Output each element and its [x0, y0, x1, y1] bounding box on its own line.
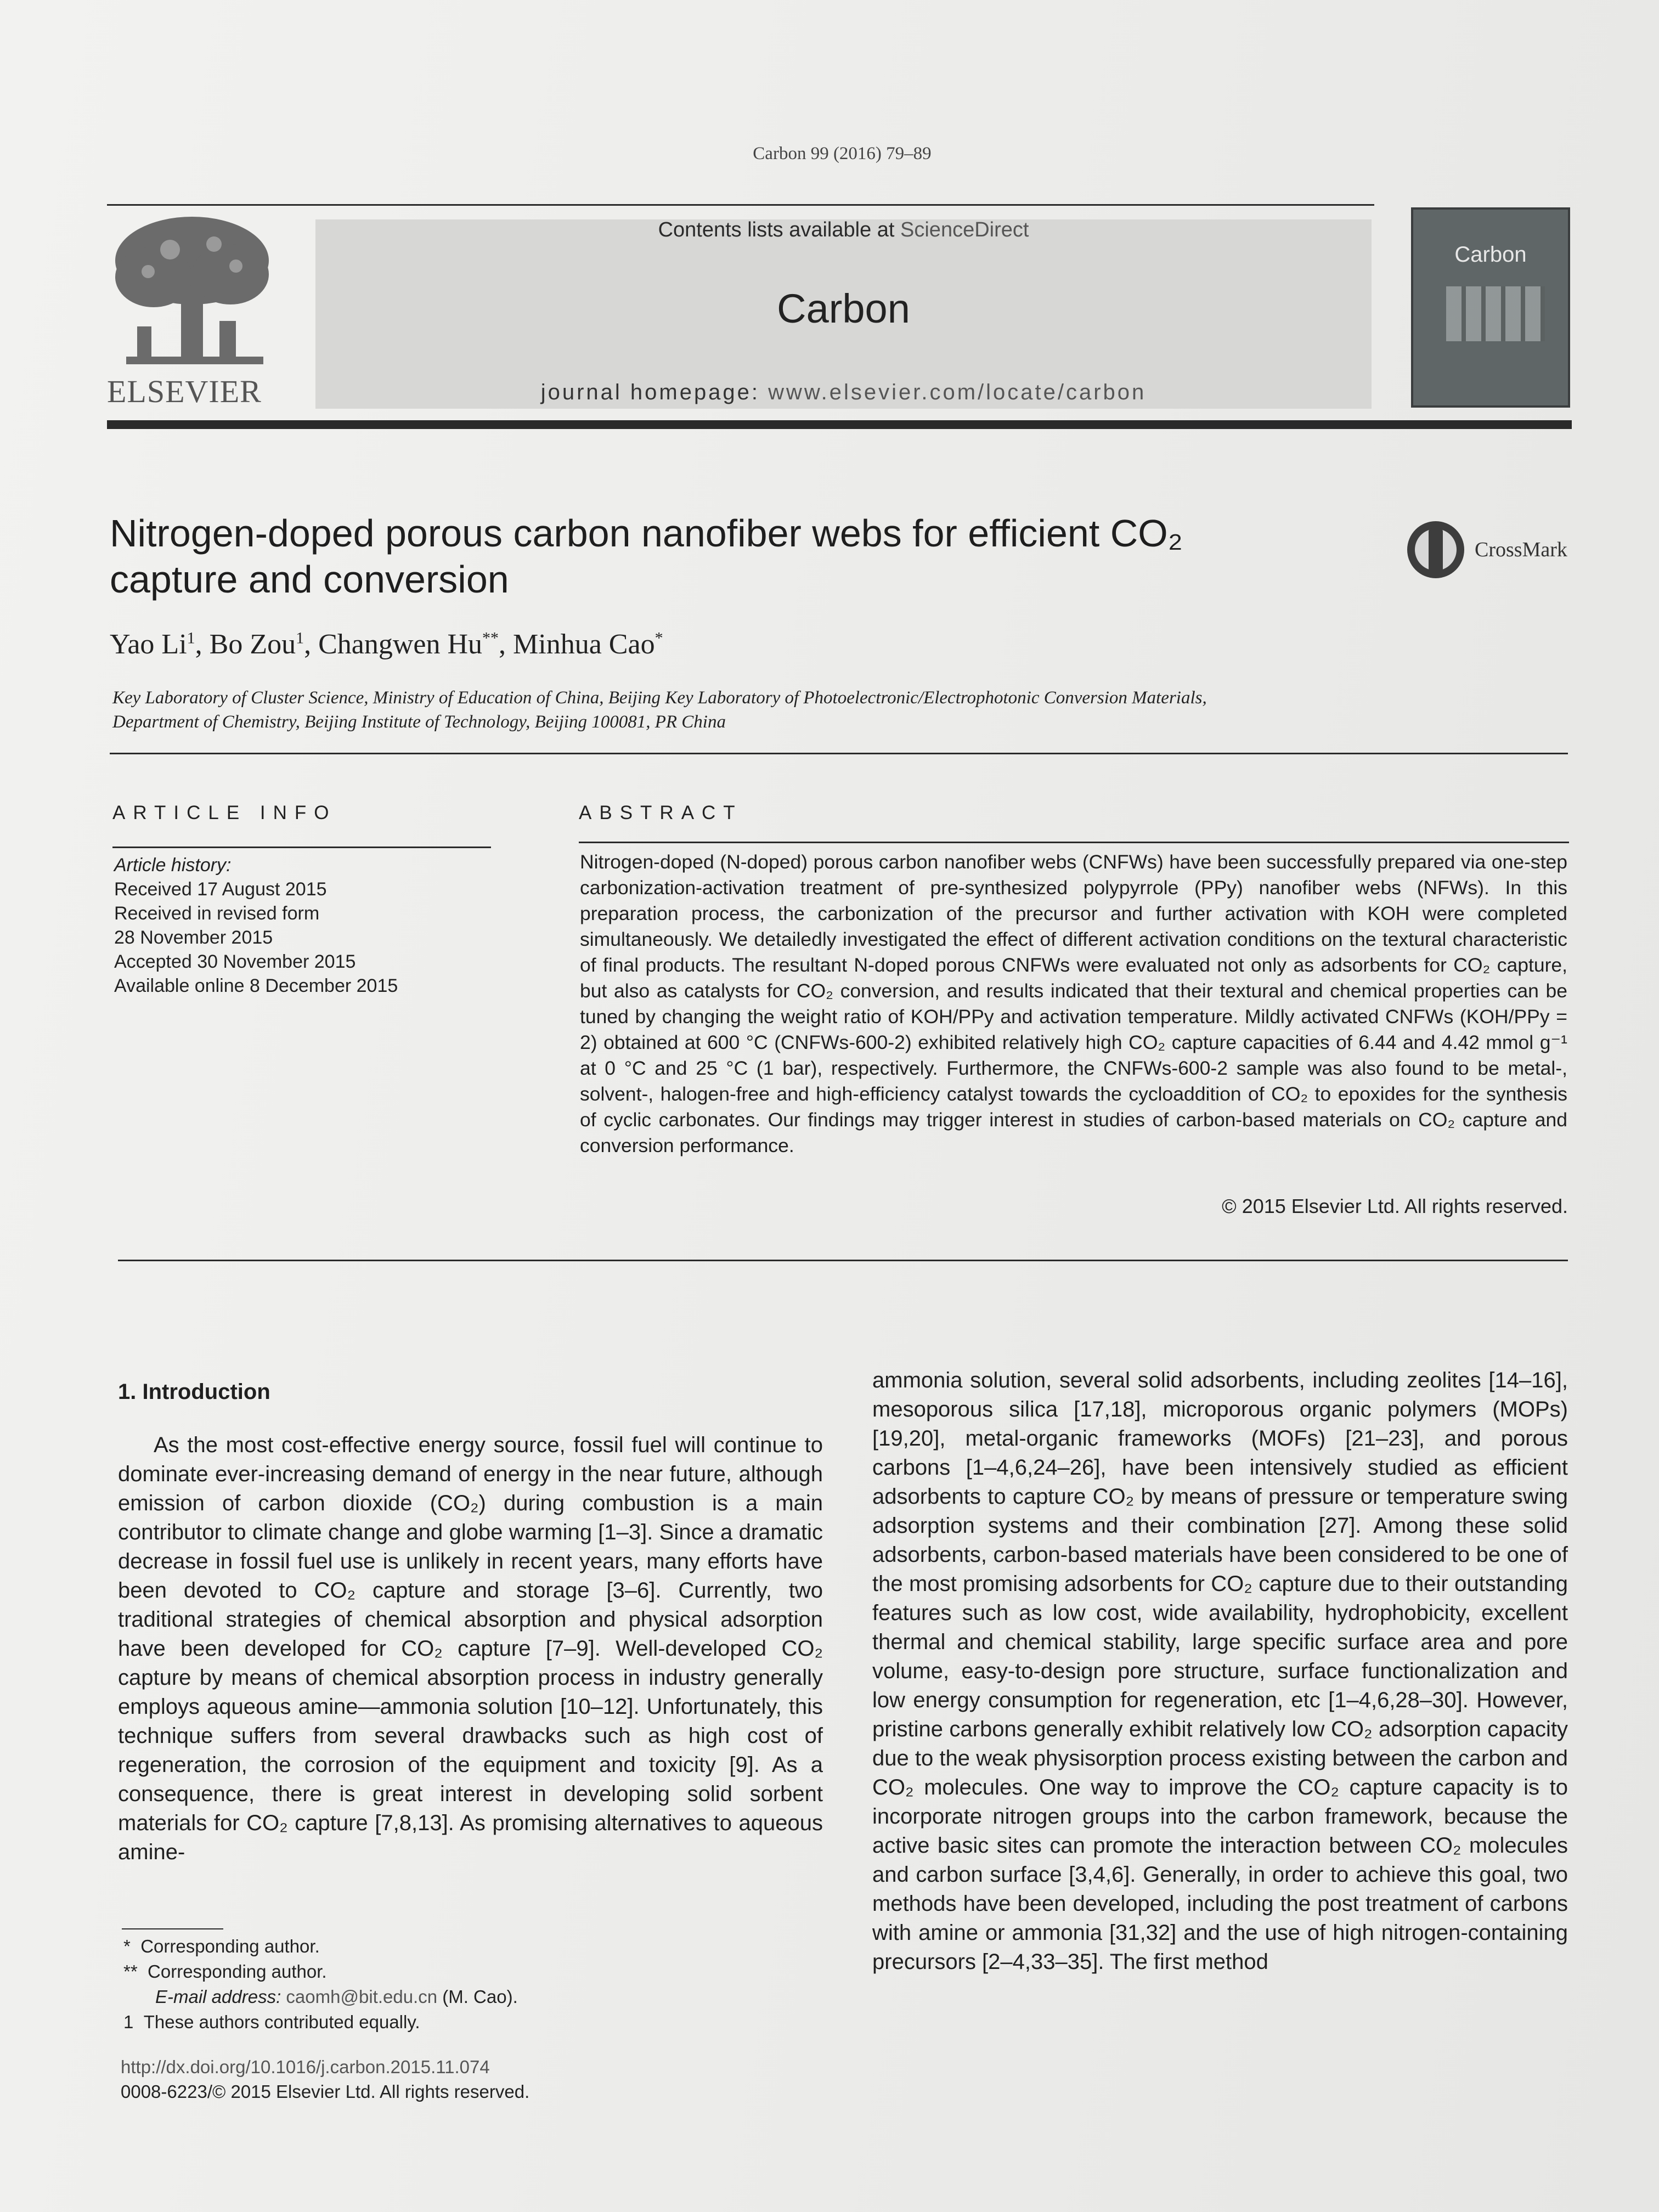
- journal-citation: Carbon 99 (2016) 79–89: [753, 144, 932, 163]
- author-mark: 1: [187, 629, 195, 647]
- abstract-text: Nitrogen-doped (N-doped) porous carbon nanofiber webs (CNFWs) have been successfully prepared via one-step carbonization-activation treatment of pre-synthesized polypyrrole (PPy) nanofiber webs (NFWs). In this preparation process, the carbonization of the precursor and further activation with KOH were completed simultaneously. We detailedly investigated the effect of different activation conditions on the textural characteristic of final products. The resultant N-doped porous CNFWs were evaluated not only as adsorbents for CO₂ capture, but also as catalysts for CO₂ conversion, and results indicated that their textural and chemical properties can be tuned by changing the weight ratio of KOH/PPy and activation temperature. Mildly activated CNFWs (KOH/PPy = 2) obtained at 600 °C (CNFWs-600-2) exhibited relatively high CO₂ capture capacities of 6.44 and 4.42 mmol g⁻¹ at 0 °C and 25 °C (1 bar), respectively. Furthermore, the CNFWs-600-2 sample was also found to be metal-, solvent-, halogen-free and high-efficiency catalyst towards the cycloaddition of CO₂ to epoxides for the synthesis of cyclic carbonates. Our findings may trigger interest in studies of carbon-based materials on CO₂ capture and conversion performance.: [580, 851, 1567, 1156]
- author-bo-zou[interactable]: Bo Zou: [209, 629, 296, 660]
- sciencedirect-link[interactable]: ScienceDirect: [900, 218, 1029, 241]
- article-history-label: Article history:: [114, 855, 232, 876]
- history-accepted: Accepted 30 November 2015: [114, 951, 356, 972]
- footnote-text: Corresponding author.: [140, 1936, 320, 1956]
- author-minhua-cao[interactable]: Minhua Cao: [513, 629, 655, 660]
- email-link[interactable]: caomh@bit.edu.cn: [286, 1987, 438, 2007]
- history-revised-date: 28 November 2015: [114, 927, 273, 948]
- footnotes: [123, 1934, 727, 2035]
- intro-left-column: As the most cost-effective energy source, fossil fuel will continue to dominate ever-increasing demand of energy in the near future, although emission of carbon dioxide (CO₂) during combustion is a main contributor to climate change and globe warming [1–3]. Since a dramatic decrease in fossil fuel use is unlikely in recent years, many efforts have been devoted to CO₂ capture and storage [3–6]. Currently, two traditional strategies of chemical absorption and physical adsorption have been developed for CO₂ capture [7–9]. Well-developed CO₂ capture by means of chemical absorption process in industry generally employs aqueous amine—ammonia solution [10–12]. Unfortunately, this technique suffers from several drawbacks such as high cost of regeneration, the corrosion of the equipment and toxicity [9]. As a consequence, there is great interest in developing solid sorbent materials for CO₂ capture [7,8,13]. As promising alternatives to aqueous amine-: [118, 1433, 823, 1864]
- journal-cover-thumbnail: [1411, 207, 1570, 408]
- affiliation-line1: Key Laboratory of Cluster Science, Ministry of Education of China, Beijing Key Laboratory of Photoelectronic/Electrophotonic Conversion Materials,: [112, 688, 1207, 708]
- footnote-text: Corresponding author.: [148, 1961, 327, 1982]
- abstract-rule: [579, 842, 1569, 843]
- footnote-equal-contribution: [123, 2010, 727, 2035]
- journal-homepage: [315, 380, 1372, 405]
- journal-name: Carbon: [777, 286, 910, 331]
- footnote-email: [123, 1984, 727, 2010]
- doi-link[interactable]: http://dx.doi.org/10.1016/j.carbon.2015.11.074: [121, 2057, 490, 2077]
- author-mark: *: [654, 629, 663, 647]
- article-info-rule: [112, 847, 491, 848]
- cover-image: [1446, 286, 1545, 341]
- homepage-prefix: journal homepage:: [540, 380, 769, 404]
- history-received: Received 17 August 2015: [114, 879, 327, 900]
- footnote-text: These authors contributed equally.: [143, 2012, 420, 2032]
- intro-right-column: ammonia solution, several solid adsorbents, including zeolites [14–16], mesoporous silica [17,18], microporous organic polymers (MOPs) [19,20], metal-organic frameworks (MOFs) [21–23], and porous carbons [1–4,6,24–26], have been intensively studied as efficient adsorbents to capture CO₂ by means of pressure or temperature swing adsorption systems and their combination [27]. Among these solid adsorbents, carbon-based materials have been considered to be one of the most promising adsorbents for CO₂ capture due to their outstanding features such as low cost, wide availability, hydrophobicity, excellent thermal and chemical stability, large specific surface area and pore volume, easy-to-design pore structure, surface functionalization and low energy consumption for regeneration, etc [1–4,6,28–30]. However, pristine carbons generally exhibit relatively low CO₂ adsorption capacity due to the weak physisorption process existing between the carbon and CO₂ molecules. One way to improve the CO₂ capture capacity is to incorporate nitrogen groups into the carbon framework, because the active basic sites can promote the interaction between CO₂ molecules and carbon surface [3,4,6]. Generally, in order to achieve this goal, two methods have been developed, including the post treatment of carbons with amine or ammonia [31,32] and the use of high nitrogen-containing precursors [2–4,33–35]. The first method: [872, 1368, 1568, 1974]
- contents-prefix: Contents lists available at: [658, 218, 901, 241]
- contents-line: [315, 218, 1372, 242]
- footnote-mark: 1: [123, 2012, 134, 2032]
- history-online: Available online 8 December 2015: [114, 975, 398, 996]
- homepage-url[interactable]: www.elsevier.com/locate/carbon: [768, 380, 1147, 404]
- footnote-mark: *: [123, 1936, 131, 1956]
- abstract-copyright: © 2015 Elsevier Ltd. All rights reserved.: [1222, 1195, 1568, 1217]
- abstract-bottom-rule: [118, 1260, 1568, 1261]
- top-rule: [107, 204, 1374, 206]
- email-suffix: (M. Cao).: [437, 1987, 518, 2007]
- article-info-heading: ARTICLE INFO: [112, 802, 337, 823]
- article-title-line1: Nitrogen-doped porous carbon nanofiber webs for efficient CO₂: [110, 512, 1183, 555]
- doi-block: [121, 2055, 779, 2104]
- publisher-wordmark: ELSEVIER: [107, 374, 262, 409]
- author-separator: ,: [304, 629, 319, 660]
- author-changwen-hu[interactable]: Changwen Hu: [318, 629, 483, 660]
- cover-title: Carbon: [1454, 242, 1527, 267]
- footnote-corresponding-1: [123, 1934, 727, 1959]
- crossmark-label: CrossMark: [1475, 538, 1567, 561]
- affiliation: [112, 686, 1374, 734]
- section-heading-introduction: 1. Introduction: [118, 1380, 270, 1404]
- article-title-line2: capture and conversion: [110, 558, 509, 601]
- abstract-heading: ABSTRACT: [579, 802, 743, 823]
- article-history: [114, 853, 493, 998]
- affiliation-line2: Department of Chemistry, Beijing Institute of Technology, Beijing 100081, PR China: [112, 712, 726, 732]
- author-mark: 1: [296, 629, 304, 647]
- header-thick-rule: [107, 420, 1572, 429]
- footnote-mark: **: [123, 1961, 138, 1982]
- footnote-rule: [122, 1928, 223, 1929]
- history-revised: Received in revised form: [114, 903, 320, 924]
- footnote-corresponding-2: [123, 1959, 727, 1984]
- elsevier-tree-logo: [104, 211, 280, 376]
- crossmark-icon[interactable]: [1404, 518, 1468, 582]
- article-title: [110, 510, 1344, 602]
- author-mark: **: [482, 629, 499, 647]
- author-separator: ,: [195, 629, 210, 660]
- email-label: E-mail address:: [155, 1987, 286, 2007]
- author-list: [110, 628, 1317, 661]
- divider-rule: [110, 753, 1568, 754]
- author-yao-li[interactable]: Yao Li: [110, 629, 187, 660]
- author-separator: ,: [499, 629, 514, 660]
- issn-line: 0008-6223/© 2015 Elsevier Ltd. All rights reserved.: [121, 2081, 530, 2102]
